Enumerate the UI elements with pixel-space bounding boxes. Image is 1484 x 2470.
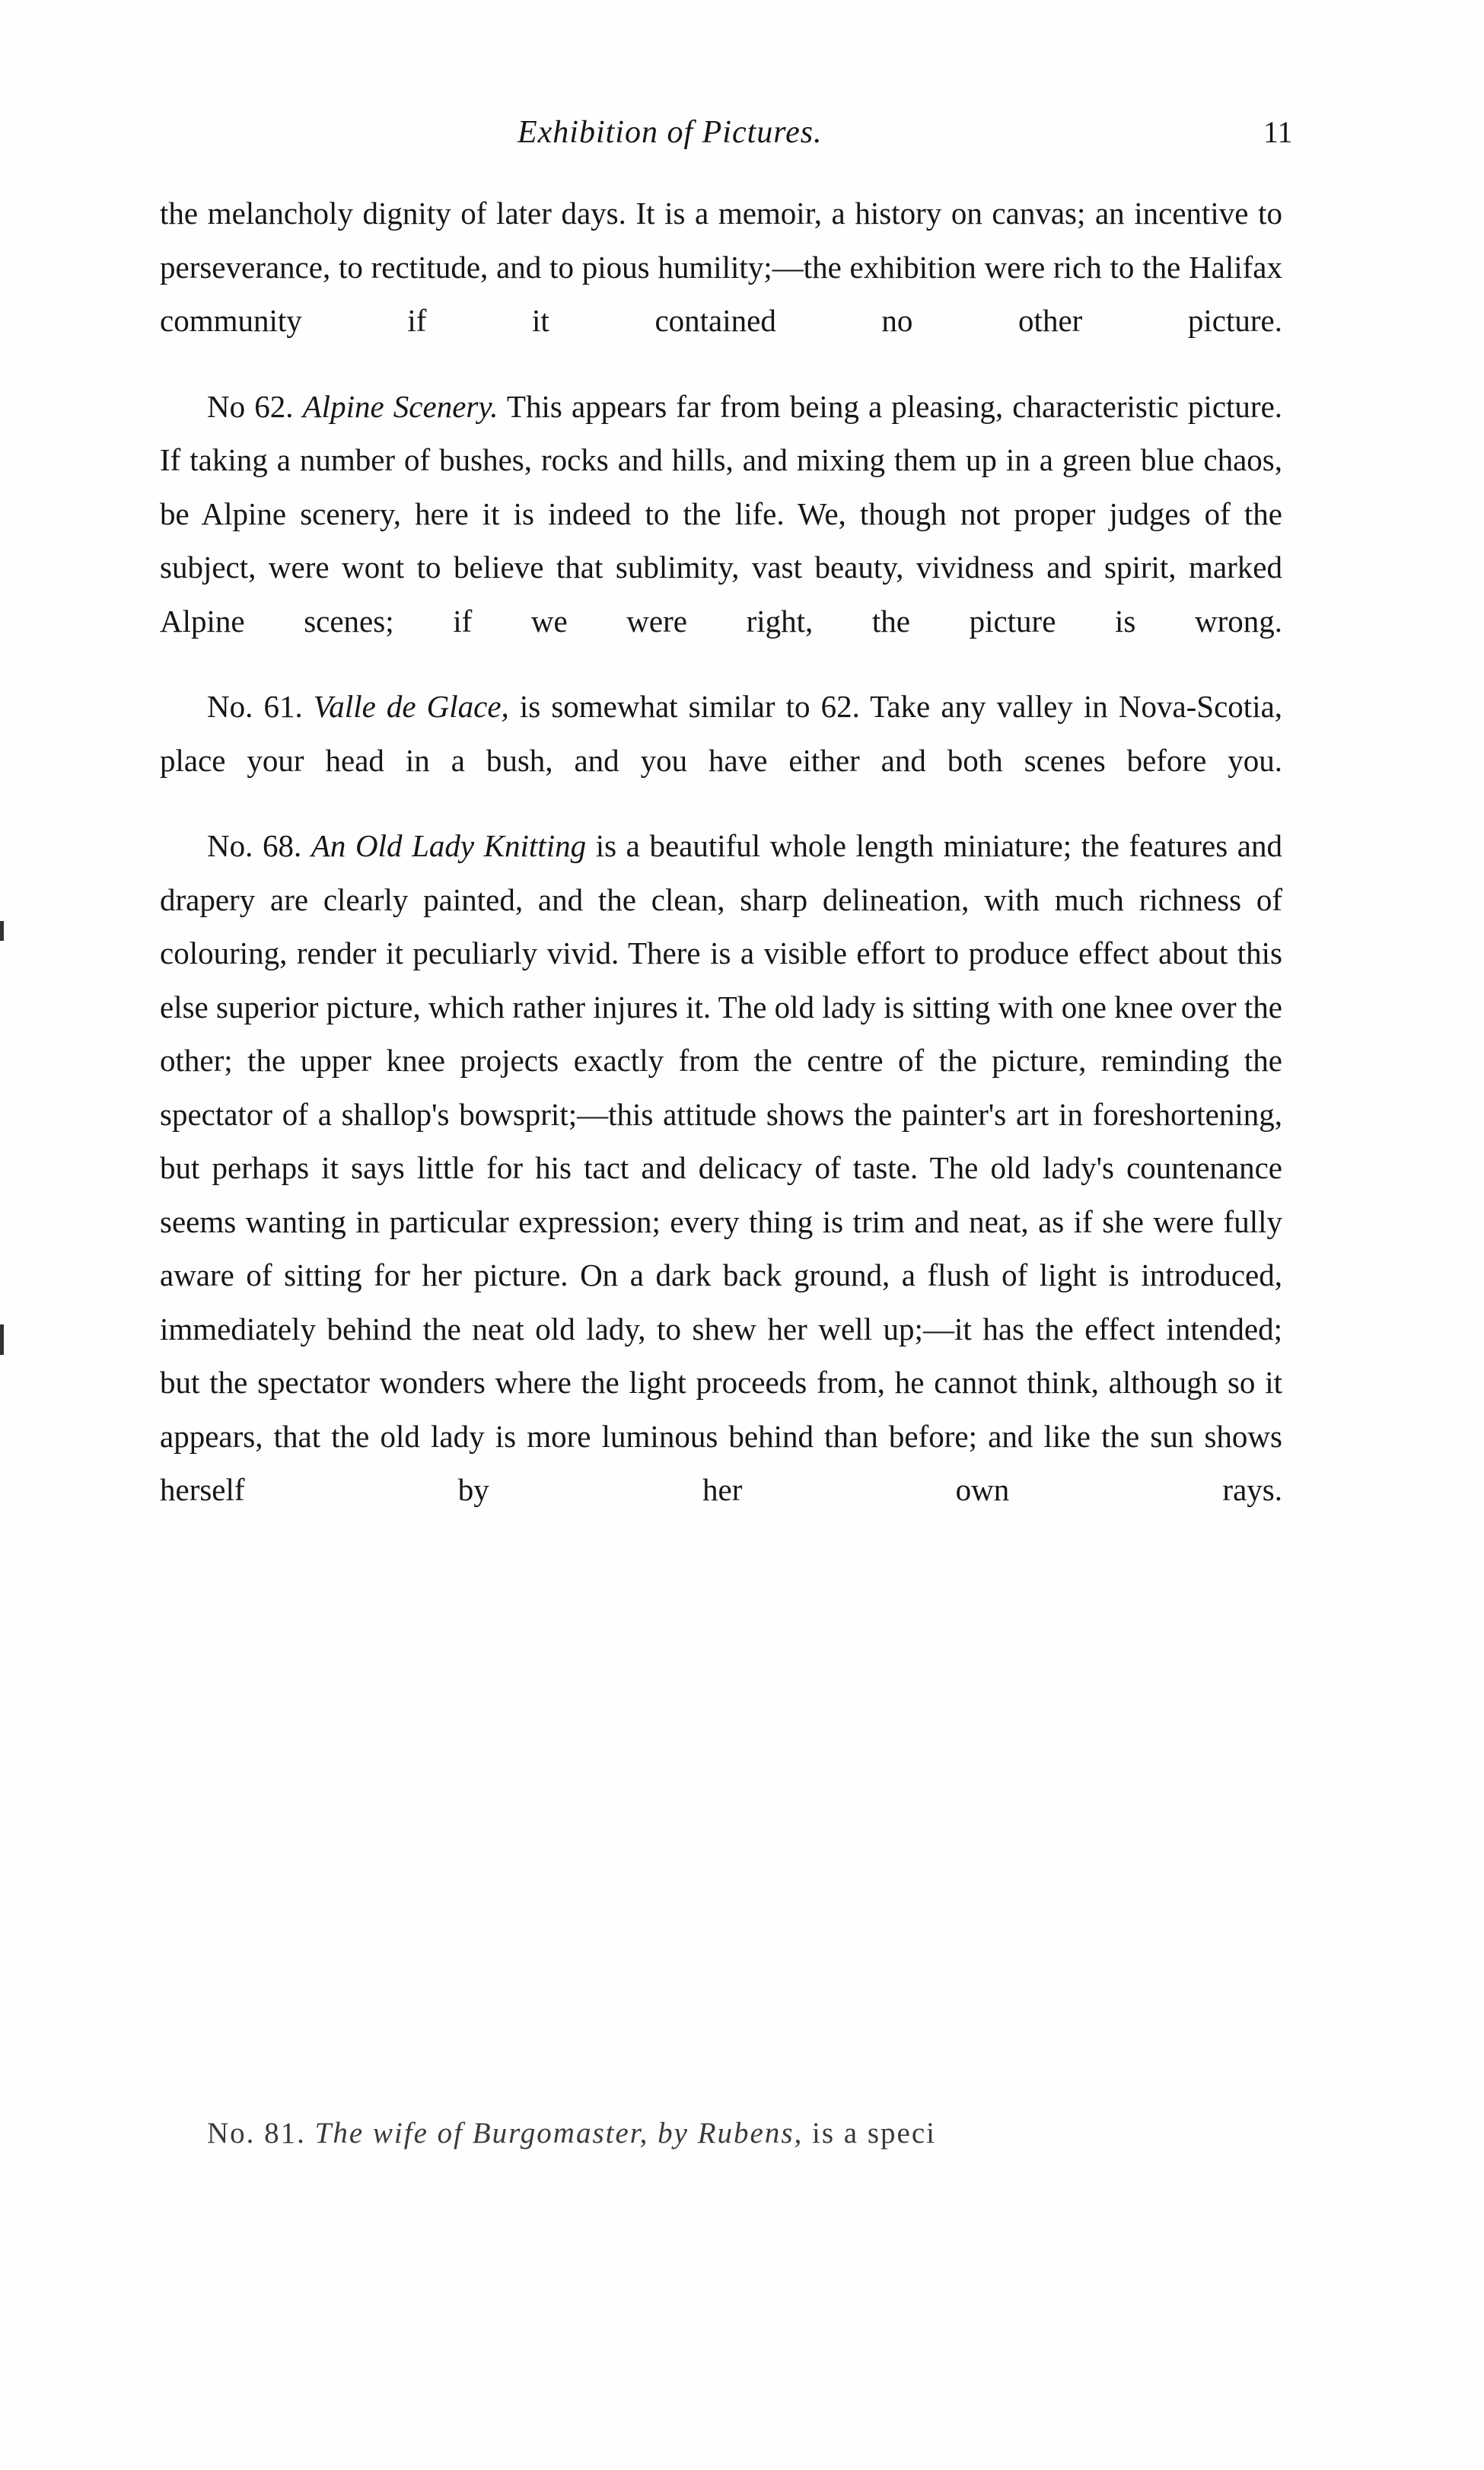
margin-speck: [0, 921, 4, 941]
running-title: Exhibition of Pictures.: [517, 115, 823, 150]
entry-title: Valle de Glace,: [313, 689, 509, 724]
entry-number: No. 61.: [207, 689, 303, 724]
entry-text: is a beautiful whole length miniature; the features and drapery are clearly painted, and the clean, sharp delineation, with much richness of colouring, render it peculiarly vivid. There is a visible effort to produce effect about this else superior picture, which rather injures it. The old lady is sitting with one knee over the other; the upper knee projects exactly from the centre of the picture, reminding the spectator of a shallop's bowsprit;—this attitude shows the painter's art in foreshortening, but perhaps it says little for his tact and delicacy of taste. The old lady's countenance seems wanting in particular expression; every thing is trim and neat, as if she were fully aware of sitting for her picture. On a dark back ground, a flush of light is introduced, immediately behind the neat old lady, to shew her well up;—it has the effect intended; but the spectator wonders where the light proceeds from, he cannot think, although so it appears, that the old lady is more luminous behind than before; and like the sun shows herself by her own rays.: [160, 828, 1283, 1507]
paragraph-text: the melancholy dignity of later days. It is a memoir, a history on canvas; an incentive to perseverance, to rectitude, and to pious humility;—the exhibition were rich to the Halifax community if it contained no other picture.: [160, 196, 1282, 338]
entry-title: Alpine Scenery.: [302, 388, 498, 424]
entry-text: is somewhat similar to 62. Take any valley in Nova-Scotia, place your head in a bush, and you have either and both scenes before you.: [160, 689, 1283, 778]
entry-valle-de-glace: [160, 680, 1282, 787]
entry-alpine-scenery: [160, 380, 1282, 649]
margin-speck: [0, 1324, 4, 1355]
paragraph-continuation: [160, 186, 1282, 348]
entry-number: No. 68.: [207, 828, 302, 863]
entry-old-lady-knitting: [160, 819, 1282, 1517]
entry-text: This appears far from being a pleasing, characteristic picture. If taking a number of bushes, rocks and hills, and mixing them up in a green blue chaos, be Alpine scenery, here it is indeed to the life. We, though not proper judges of the subject, were wont to believe that sublimity, vast beauty, vividness and spirit, marked Alpine scenes; if we were right, the picture is wrong.: [160, 388, 1283, 639]
cut-off-bottom-line: [207, 2116, 1242, 2153]
entry-number: No 62.: [207, 388, 294, 424]
page-number: 11: [1263, 115, 1293, 149]
entry-title: An Old Lady Knitting: [310, 828, 587, 863]
entry-text: is a speci: [812, 2117, 936, 2150]
entry-title: The wife of Burgomaster, by Rubens,: [314, 2117, 804, 2150]
running-head: [0, 114, 1484, 160]
body-text: [160, 186, 1282, 1517]
entry-number: No. 81.: [207, 2117, 306, 2150]
